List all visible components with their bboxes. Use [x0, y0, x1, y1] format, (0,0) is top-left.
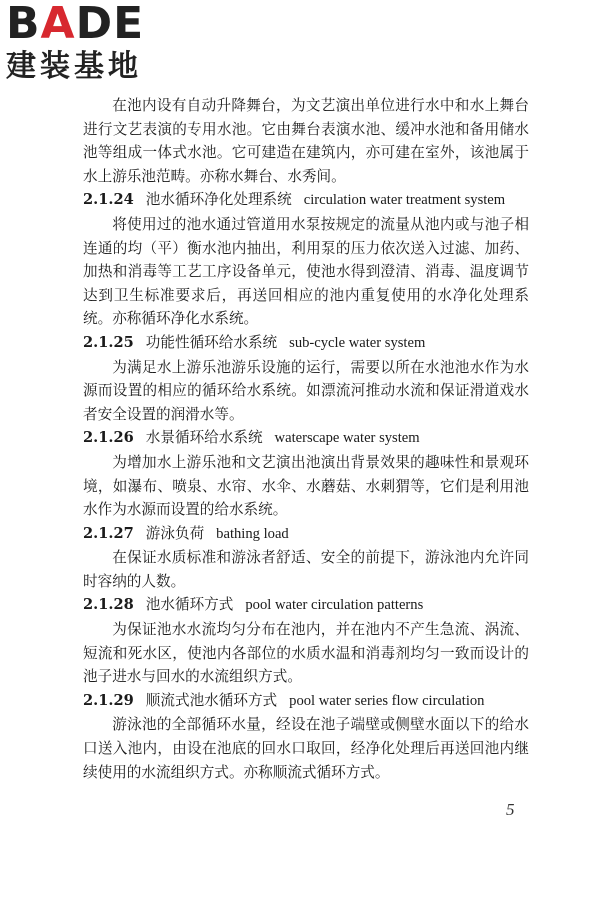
term-number: 2.1.24 [83, 191, 134, 209]
term-2-1-25 [83, 331, 529, 356]
term-chinese: 游泳负荷 [145, 524, 205, 542]
definition-2-1-26: 为增加水上游乐池和文艺演出池演出背景效果的趣味性和景观环境，如瀑布、喷泉、水帘、水伞、水蘑菇、水刺猬等，它们是利用池水作为水源而设置的给水系统。 [83, 453, 529, 519]
term-number: 2.1.25 [83, 333, 134, 351]
paragraph-1: 在池内设有自动升降舞台，为文艺演出单位进行水中和水上舞台进行文艺表演的专用水池。它由舞台表演水池、缓冲水池和备用储水池等组成一体式水池。它可建造在建筑内，亦可建在室外，该池属于水上游乐池范畴。亦称水舞台、水秀间。 [83, 97, 529, 185]
definition-2-1-29: 游泳池的全部循环水量，经设在池子端壁或侧壁水面以下的给水口送入池内，由设在池底的回水口取回，经净化处理后再送回池内继续使用的水流组织方式。亦称顺流式循环方式。 [83, 716, 529, 781]
logo-letters-de: DE [75, 0, 145, 49]
definition-2-1-25: 为满足水上游乐池游乐设施的运行，需要以所在水池池水作为水源而设置的相应的循环给水系统。如漂流河推动水流和保证滑道戏水者安全设置的润滑水等。 [83, 358, 529, 423]
term-2-1-28 [83, 593, 529, 618]
document-body [83, 94, 529, 784]
term-chinese: 池水循环净化处理系统 [145, 191, 292, 209]
term-chinese: 功能性循环给水系统 [145, 333, 278, 351]
logo-wordmark [6, 0, 176, 49]
bade-logo [6, 2, 176, 88]
logo-subtitle: 建装基地 [6, 49, 142, 84]
term-chinese: 水景循环给水系统 [145, 429, 263, 447]
term-number: 2.1.28 [83, 596, 134, 614]
term-english: pool water circulation patterns [245, 597, 424, 614]
logo-letter-a: A [40, 0, 76, 49]
term-number: 2.1.29 [83, 691, 134, 709]
definition-2-1-27: 在保证水质标准和游泳者舒适、安全的前提下，游泳池内允许同时容纳的人数。 [83, 549, 529, 590]
logo-letter-b: B [6, 0, 41, 49]
term-english: pool water series flow circulation [289, 692, 485, 709]
term-2-1-26 [83, 426, 529, 451]
page-number: 5 [506, 800, 515, 819]
term-english: sub-cycle water system [289, 334, 426, 351]
term-english: circulation water treatment system [303, 192, 506, 209]
term-number: 2.1.27 [83, 524, 134, 542]
definition-2-1-28: 为保证池水水流均匀分布在池内，并在池内不产生急流、涡流、短流和死水区，使池内各部位的水质水温和消毒剂均匀一致而设计的池子进水与回水的水流组织方式。 [83, 621, 529, 686]
definition-2-1-24: 将使用过的池水通过管道用水泵按规定的流量从池内或与池子相连通的均（平）衡水池内抽出，利用泵的压力依次送入过滤、加药、加热和消毒等工艺工序设备单元，使池水得到澄清、消毒、温度调节达到卫生标准要求后，再送回相应的池内重复使用的水净化处理系统。亦称循环净化水系统。 [83, 215, 529, 328]
term-2-1-27 [83, 522, 529, 547]
term-2-1-29 [83, 689, 529, 714]
term-2-1-24 [83, 188, 529, 213]
term-chinese: 顺流式池水循环方式 [145, 691, 278, 709]
term-english: bathing load [216, 525, 289, 542]
term-number: 2.1.26 [83, 429, 134, 447]
term-chinese: 池水循环方式 [145, 596, 234, 614]
term-english: waterscape water system [274, 430, 420, 447]
